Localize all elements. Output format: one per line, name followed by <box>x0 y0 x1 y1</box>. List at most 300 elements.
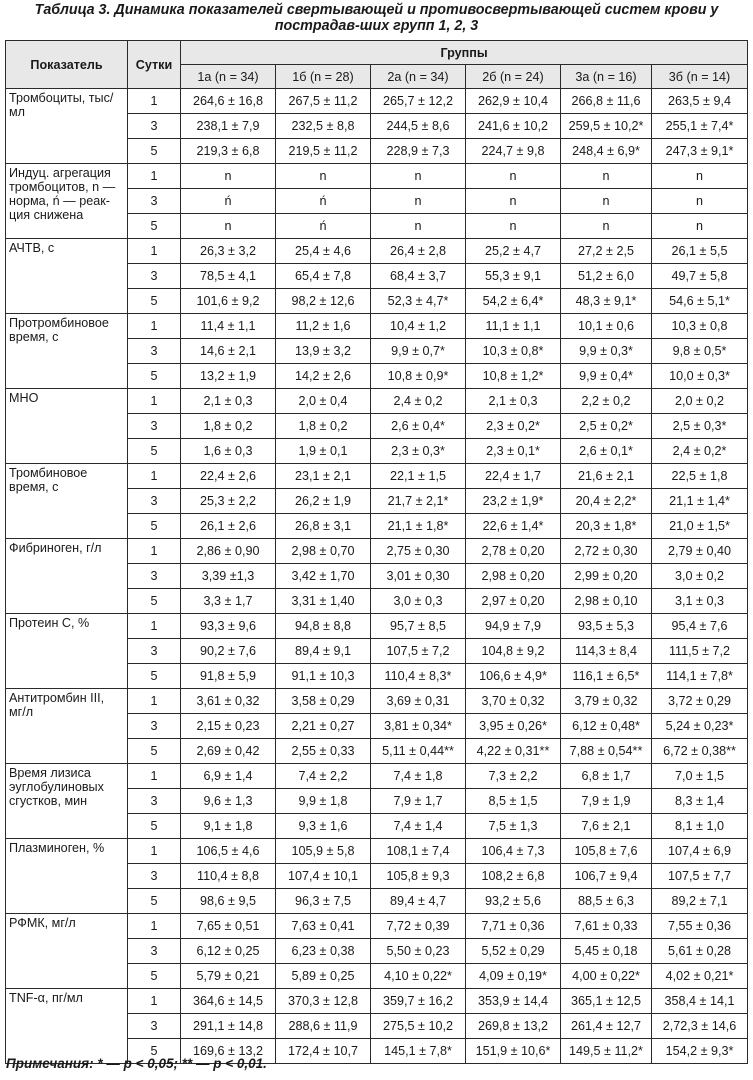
value-cell: 25,3 ± 2,2 <box>181 489 276 514</box>
value-cell: 9,9 ± 0,7* <box>371 339 466 364</box>
header-group-col: 2а (n = 34) <box>371 65 466 89</box>
value-cell: 9,9 ± 1,8 <box>276 789 371 814</box>
value-cell: 10,0 ± 0,3* <box>652 364 748 389</box>
parameter-name: Время лизиса эуглобулиновых сгустков, мин <box>6 764 128 839</box>
value-cell: 3,31 ± 1,40 <box>276 589 371 614</box>
day-cell: 5 <box>128 1039 181 1064</box>
parameter-name: РФМК, мг/л <box>6 914 128 989</box>
value-cell: 8,3 ± 1,4 <box>652 789 748 814</box>
value-cell: 9,8 ± 0,5* <box>652 339 748 364</box>
day-cell: 3 <box>128 264 181 289</box>
value-cell: 248,4 ± 6,9* <box>561 139 652 164</box>
value-cell: n <box>561 214 652 239</box>
value-cell: 94,9 ± 7,9 <box>466 614 561 639</box>
day-cell: 3 <box>128 639 181 664</box>
value-cell: 6,23 ± 0,38 <box>276 939 371 964</box>
parameter-name: АЧТВ, с <box>6 239 128 314</box>
value-cell: 10,3 ± 0,8* <box>466 339 561 364</box>
value-cell: 7,4 ± 2,2 <box>276 764 371 789</box>
value-cell: 3,61 ± 0,32 <box>181 689 276 714</box>
value-cell: n <box>466 164 561 189</box>
value-cell: 13,9 ± 3,2 <box>276 339 371 364</box>
day-cell: 3 <box>128 489 181 514</box>
value-cell: 26,1 ± 2,6 <box>181 514 276 539</box>
value-cell: 94,8 ± 8,8 <box>276 614 371 639</box>
value-cell: 359,7 ± 16,2 <box>371 989 466 1014</box>
day-cell: 5 <box>128 364 181 389</box>
day-cell: 5 <box>128 589 181 614</box>
header-group-col: 3а (n = 16) <box>561 65 652 89</box>
value-cell: 151,9 ± 10,6* <box>466 1039 561 1064</box>
value-cell: 110,4 ± 8,8 <box>181 864 276 889</box>
value-cell: 26,2 ± 1,9 <box>276 489 371 514</box>
value-cell: 95,7 ± 8,5 <box>371 614 466 639</box>
header-param: Показатель <box>6 41 128 89</box>
day-cell: 1 <box>128 164 181 189</box>
table-row <box>6 539 748 564</box>
day-cell: 1 <box>128 239 181 264</box>
value-cell: 11,2 ± 1,6 <box>276 314 371 339</box>
value-cell: 49,7 ± 5,8 <box>652 264 748 289</box>
value-cell: n <box>652 164 748 189</box>
value-cell: 21,7 ± 2,1* <box>371 489 466 514</box>
value-cell: 5,61 ± 0,28 <box>652 939 748 964</box>
value-cell: 114,3 ± 8,4 <box>561 639 652 664</box>
table-row <box>6 614 748 639</box>
value-cell: 2,97 ± 0,20 <box>466 589 561 614</box>
day-cell: 3 <box>128 189 181 214</box>
value-cell: 3,0 ± 0,3 <box>371 589 466 614</box>
value-cell: 2,75 ± 0,30 <box>371 539 466 564</box>
day-cell: 5 <box>128 214 181 239</box>
value-cell: 54,6 ± 5,1* <box>652 289 748 314</box>
value-cell: 2,15 ± 0,23 <box>181 714 276 739</box>
value-cell: 1,8 ± 0,2 <box>181 414 276 439</box>
value-cell: 3,69 ± 0,31 <box>371 689 466 714</box>
parameter-name: TNF-α, пг/мл <box>6 989 128 1064</box>
value-cell: 3,42 ± 1,70 <box>276 564 371 589</box>
value-cell: 22,6 ± 1,4* <box>466 514 561 539</box>
header-group-col: 2б (n = 24) <box>466 65 561 89</box>
table-row <box>6 164 748 189</box>
value-cell: 7,3 ± 2,2 <box>466 764 561 789</box>
value-cell: 3,1 ± 0,3 <box>652 589 748 614</box>
value-cell: 291,1 ± 14,8 <box>181 1014 276 1039</box>
day-cell: 3 <box>128 714 181 739</box>
value-cell: 3,72 ± 0,29 <box>652 689 748 714</box>
value-cell: 266,8 ± 11,6 <box>561 89 652 114</box>
value-cell: 247,3 ± 9,1* <box>652 139 748 164</box>
value-cell: 108,1 ± 7,4 <box>371 839 466 864</box>
table-row <box>6 464 748 489</box>
day-cell: 5 <box>128 514 181 539</box>
day-cell: 3 <box>128 1014 181 1039</box>
value-cell: 2,4 ± 0,2 <box>371 389 466 414</box>
value-cell: 89,2 ± 7,1 <box>652 889 748 914</box>
day-cell: 1 <box>128 314 181 339</box>
value-cell: 7,72 ± 0,39 <box>371 914 466 939</box>
table-caption: Таблица 3. Динамика показателей свертывающей и противосвертывающей систем крови у пострадав-ших групп 1, 2, 3 <box>34 2 719 34</box>
value-cell: n <box>371 189 466 214</box>
value-cell: 238,1 ± 7,9 <box>181 114 276 139</box>
value-cell: 261,4 ± 12,7 <box>561 1014 652 1039</box>
value-cell: 68,4 ± 3,7 <box>371 264 466 289</box>
value-cell: 26,4 ± 2,8 <box>371 239 466 264</box>
value-cell: 2,4 ± 0,2* <box>652 439 748 464</box>
value-cell: 2,0 ± 0,4 <box>276 389 371 414</box>
value-cell: 114,1 ± 7,8* <box>652 664 748 689</box>
day-cell: 5 <box>128 289 181 314</box>
day-cell: 1 <box>128 539 181 564</box>
header-group-col: 3б (n = 14) <box>652 65 748 89</box>
value-cell: 23,2 ± 1,9* <box>466 489 561 514</box>
value-cell: 5,89 ± 0,25 <box>276 964 371 989</box>
value-cell: 20,3 ± 1,8* <box>561 514 652 539</box>
table-row <box>6 839 748 864</box>
value-cell: 7,6 ± 2,1 <box>561 814 652 839</box>
day-cell: 3 <box>128 339 181 364</box>
value-cell: 21,0 ± 1,5* <box>652 514 748 539</box>
value-cell: 2,99 ± 0,20 <box>561 564 652 589</box>
table-row <box>6 914 748 939</box>
value-cell: 9,9 ± 0,3* <box>561 339 652 364</box>
value-cell: 264,6 ± 16,8 <box>181 89 276 114</box>
value-cell: 262,9 ± 10,4 <box>466 89 561 114</box>
value-cell: 2,6 ± 0,4* <box>371 414 466 439</box>
value-cell: n <box>561 189 652 214</box>
value-cell: 2,1 ± 0,3 <box>181 389 276 414</box>
value-cell: 104,8 ± 9,2 <box>466 639 561 664</box>
value-cell: 51,2 ± 6,0 <box>561 264 652 289</box>
value-cell: 4,02 ± 0,21* <box>652 964 748 989</box>
value-cell: 8,1 ± 1,0 <box>652 814 748 839</box>
day-cell: 3 <box>128 414 181 439</box>
value-cell: 145,1 ± 7,8* <box>371 1039 466 1064</box>
value-cell: 2,6 ± 0,1* <box>561 439 652 464</box>
value-cell: 105,9 ± 5,8 <box>276 839 371 864</box>
header-group-col: 1б (n = 28) <box>276 65 371 89</box>
value-cell: 106,7 ± 9,4 <box>561 864 652 889</box>
value-cell: 7,5 ± 1,3 <box>466 814 561 839</box>
value-cell: 9,3 ± 1,6 <box>276 814 371 839</box>
value-cell: 9,1 ± 1,8 <box>181 814 276 839</box>
value-cell: 364,6 ± 14,5 <box>181 989 276 1014</box>
value-cell: 2,55 ± 0,33 <box>276 739 371 764</box>
value-cell: 22,4 ± 1,7 <box>466 464 561 489</box>
table-row <box>6 314 748 339</box>
value-cell: 6,9 ± 1,4 <box>181 764 276 789</box>
value-cell: 219,3 ± 6,8 <box>181 139 276 164</box>
value-cell: 93,3 ± 9,6 <box>181 614 276 639</box>
value-cell: 5,50 ± 0,23 <box>371 939 466 964</box>
day-cell: 1 <box>128 614 181 639</box>
day-cell: 5 <box>128 139 181 164</box>
value-cell: 52,3 ± 4,7* <box>371 289 466 314</box>
value-cell: 25,2 ± 4,7 <box>466 239 561 264</box>
value-cell: 26,3 ± 3,2 <box>181 239 276 264</box>
value-cell: 106,6 ± 4,9* <box>466 664 561 689</box>
value-cell: 7,65 ± 0,51 <box>181 914 276 939</box>
header-group-col: 1а (n = 34) <box>181 65 276 89</box>
value-cell: ń <box>181 189 276 214</box>
value-cell: 22,1 ± 1,5 <box>371 464 466 489</box>
value-cell: 7,9 ± 1,9 <box>561 789 652 814</box>
value-cell: 5,45 ± 0,18 <box>561 939 652 964</box>
value-cell: 10,3 ± 0,8 <box>652 314 748 339</box>
day-cell: 1 <box>128 914 181 939</box>
day-cell: 5 <box>128 889 181 914</box>
value-cell: 107,5 ± 7,2 <box>371 639 466 664</box>
value-cell: 93,5 ± 5,3 <box>561 614 652 639</box>
value-cell: 7,61 ± 0,33 <box>561 914 652 939</box>
value-cell: 2,1 ± 0,3 <box>466 389 561 414</box>
value-cell: ń <box>276 214 371 239</box>
value-cell: 22,5 ± 1,8 <box>652 464 748 489</box>
value-cell: 107,5 ± 7,7 <box>652 864 748 889</box>
value-cell: 4,10 ± 0,22* <box>371 964 466 989</box>
value-cell: 365,1 ± 12,5 <box>561 989 652 1014</box>
value-cell: 7,55 ± 0,36 <box>652 914 748 939</box>
value-cell: 2,78 ± 0,20 <box>466 539 561 564</box>
parameter-name: Фибриноген, г/л <box>6 539 128 614</box>
value-cell: 116,1 ± 6,5* <box>561 664 652 689</box>
table-row <box>6 689 748 714</box>
parameter-name: Плазминоген, % <box>6 839 128 914</box>
value-cell: 2,86 ± 0,90 <box>181 539 276 564</box>
value-cell: 2,98 ± 0,10 <box>561 589 652 614</box>
value-cell: 2,3 ± 0,2* <box>466 414 561 439</box>
value-cell: 353,9 ± 14,4 <box>466 989 561 1014</box>
value-cell: 2,79 ± 0,40 <box>652 539 748 564</box>
value-cell: 288,6 ± 11,9 <box>276 1014 371 1039</box>
value-cell: 20,4 ± 2,2* <box>561 489 652 514</box>
day-cell: 5 <box>128 964 181 989</box>
value-cell: n <box>371 214 466 239</box>
value-cell: 267,5 ± 11,2 <box>276 89 371 114</box>
day-cell: 5 <box>128 664 181 689</box>
value-cell: 2,3 ± 0,3* <box>371 439 466 464</box>
value-cell: n <box>561 164 652 189</box>
value-cell: 107,4 ± 10,1 <box>276 864 371 889</box>
value-cell: n <box>652 189 748 214</box>
value-cell: n <box>181 214 276 239</box>
value-cell: 93,2 ± 5,6 <box>466 889 561 914</box>
parameter-name: Тромбиновое время, с <box>6 464 128 539</box>
value-cell: 3,79 ± 0,32 <box>561 689 652 714</box>
value-cell: 96,3 ± 7,5 <box>276 889 371 914</box>
value-cell: 106,5 ± 4,6 <box>181 839 276 864</box>
table-row <box>6 239 748 264</box>
table-row <box>6 389 748 414</box>
value-cell: 88,5 ± 6,3 <box>561 889 652 914</box>
value-cell: 3,39 ±1,3 <box>181 564 276 589</box>
value-cell: 241,6 ± 10,2 <box>466 114 561 139</box>
value-cell: 7,88 ± 0,54** <box>561 739 652 764</box>
value-cell: 89,4 ± 4,7 <box>371 889 466 914</box>
value-cell: 101,6 ± 9,2 <box>181 289 276 314</box>
value-cell: 224,7 ± 9,8 <box>466 139 561 164</box>
value-cell: 23,1 ± 2,1 <box>276 464 371 489</box>
value-cell: 169,6 ± 13,2 <box>181 1039 276 1064</box>
value-cell: 232,5 ± 8,8 <box>276 114 371 139</box>
value-cell: 26,8 ± 3,1 <box>276 514 371 539</box>
value-cell: 7,9 ± 1,7 <box>371 789 466 814</box>
value-cell: 7,4 ± 1,4 <box>371 814 466 839</box>
day-cell: 1 <box>128 89 181 114</box>
day-cell: 1 <box>128 764 181 789</box>
value-cell: 106,4 ± 7,3 <box>466 839 561 864</box>
value-cell: 2,72,3 ± 14,6 <box>652 1014 748 1039</box>
value-cell: n <box>466 189 561 214</box>
value-cell: 3,70 ± 0,32 <box>466 689 561 714</box>
value-cell: 358,4 ± 14,1 <box>652 989 748 1014</box>
value-cell: 5,11 ± 0,44** <box>371 739 466 764</box>
value-cell: 65,4 ± 7,8 <box>276 264 371 289</box>
value-cell: 3,3 ± 1,7 <box>181 589 276 614</box>
value-cell: 370,3 ± 12,8 <box>276 989 371 1014</box>
value-cell: 228,9 ± 7,3 <box>371 139 466 164</box>
value-cell: 275,5 ± 10,2 <box>371 1014 466 1039</box>
value-cell: 2,98 ± 0,20 <box>466 564 561 589</box>
table-row <box>6 989 748 1014</box>
table-row <box>6 89 748 114</box>
value-cell: 3,58 ± 0,29 <box>276 689 371 714</box>
value-cell: 154,2 ± 9,3* <box>652 1039 748 1064</box>
value-cell: 8,5 ± 1,5 <box>466 789 561 814</box>
value-cell: 6,8 ± 1,7 <box>561 764 652 789</box>
value-cell: 5,52 ± 0,29 <box>466 939 561 964</box>
value-cell: 2,21 ± 0,27 <box>276 714 371 739</box>
value-cell: 10,4 ± 1,2 <box>371 314 466 339</box>
value-cell: 5,24 ± 0,23* <box>652 714 748 739</box>
value-cell: 11,1 ± 1,1 <box>466 314 561 339</box>
value-cell: 1,8 ± 0,2 <box>276 414 371 439</box>
value-cell: 10,8 ± 0,9* <box>371 364 466 389</box>
value-cell: 111,5 ± 7,2 <box>652 639 748 664</box>
value-cell: n <box>466 214 561 239</box>
value-cell: 7,71 ± 0,36 <box>466 914 561 939</box>
value-cell: 2,72 ± 0,30 <box>561 539 652 564</box>
value-cell: 263,5 ± 9,4 <box>652 89 748 114</box>
value-cell: 2,98 ± 0,70 <box>276 539 371 564</box>
day-cell: 5 <box>128 814 181 839</box>
value-cell: 98,6 ± 9,5 <box>181 889 276 914</box>
header-day: Сутки <box>128 41 181 89</box>
value-cell: 259,5 ± 10,2* <box>561 114 652 139</box>
day-cell: 5 <box>128 439 181 464</box>
day-cell: 1 <box>128 689 181 714</box>
value-cell: 7,4 ± 1,8 <box>371 764 466 789</box>
value-cell: 89,4 ± 9,1 <box>276 639 371 664</box>
value-cell: 3,95 ± 0,26* <box>466 714 561 739</box>
value-cell: 108,2 ± 6,8 <box>466 864 561 889</box>
day-cell: 3 <box>128 789 181 814</box>
day-cell: 1 <box>128 989 181 1014</box>
value-cell: 11,4 ± 1,1 <box>181 314 276 339</box>
value-cell: 22,4 ± 2,6 <box>181 464 276 489</box>
day-cell: 3 <box>128 939 181 964</box>
value-cell: 21,1 ± 1,4* <box>652 489 748 514</box>
value-cell: 3,81 ± 0,34* <box>371 714 466 739</box>
value-cell: 90,2 ± 7,6 <box>181 639 276 664</box>
table-note: Примечания: * — p < 0,05; ** — p < 0,01. <box>6 1056 267 1071</box>
value-cell: 98,2 ± 12,6 <box>276 289 371 314</box>
value-cell: 21,6 ± 2,1 <box>561 464 652 489</box>
value-cell: 7,63 ± 0,41 <box>276 914 371 939</box>
value-cell: 3,0 ± 0,2 <box>652 564 748 589</box>
value-cell: 10,1 ± 0,6 <box>561 314 652 339</box>
value-cell: 7,0 ± 1,5 <box>652 764 748 789</box>
value-cell: n <box>181 164 276 189</box>
value-cell: 265,7 ± 12,2 <box>371 89 466 114</box>
value-cell: 91,1 ± 10,3 <box>276 664 371 689</box>
value-cell: 105,8 ± 9,3 <box>371 864 466 889</box>
value-cell: 149,5 ± 11,2* <box>561 1039 652 1064</box>
parameter-name: МНО <box>6 389 128 464</box>
value-cell: 10,8 ± 1,2* <box>466 364 561 389</box>
day-cell: 3 <box>128 564 181 589</box>
value-cell: 2,5 ± 0,2* <box>561 414 652 439</box>
value-cell: 4,00 ± 0,22* <box>561 964 652 989</box>
value-cell: 13,2 ± 1,9 <box>181 364 276 389</box>
value-cell: 1,6 ± 0,3 <box>181 439 276 464</box>
day-cell: 3 <box>128 864 181 889</box>
value-cell: 54,2 ± 6,4* <box>466 289 561 314</box>
value-cell: 1,9 ± 0,1 <box>276 439 371 464</box>
value-cell: 9,6 ± 1,3 <box>181 789 276 814</box>
value-cell: 2,3 ± 0,1* <box>466 439 561 464</box>
value-cell: 4,22 ± 0,31** <box>466 739 561 764</box>
parameter-name: Протеин С, % <box>6 614 128 689</box>
value-cell: 14,2 ± 2,6 <box>276 364 371 389</box>
value-cell: 5,79 ± 0,21 <box>181 964 276 989</box>
value-cell: 107,4 ± 6,9 <box>652 839 748 864</box>
value-cell: 6,72 ± 0,38** <box>652 739 748 764</box>
value-cell: 27,2 ± 2,5 <box>561 239 652 264</box>
value-cell: 55,3 ± 9,1 <box>466 264 561 289</box>
value-cell: 4,09 ± 0,19* <box>466 964 561 989</box>
value-cell: 110,4 ± 8,3* <box>371 664 466 689</box>
value-cell: 2,69 ± 0,42 <box>181 739 276 764</box>
value-cell: 244,5 ± 8,6 <box>371 114 466 139</box>
data-table <box>5 40 748 1064</box>
header-groups: Группы <box>181 41 748 65</box>
table-head <box>6 41 748 89</box>
day-cell: 1 <box>128 839 181 864</box>
value-cell: 48,3 ± 9,1* <box>561 289 652 314</box>
value-cell: ń <box>276 189 371 214</box>
value-cell: 91,8 ± 5,9 <box>181 664 276 689</box>
value-cell: 2,2 ± 0,2 <box>561 389 652 414</box>
value-cell: n <box>371 164 466 189</box>
day-cell: 1 <box>128 389 181 414</box>
parameter-name: Тромбоциты, тыс/мл <box>6 89 128 164</box>
value-cell: n <box>652 214 748 239</box>
value-cell: 255,1 ± 7,4* <box>652 114 748 139</box>
parameter-name: Антитромбин III, мг/л <box>6 689 128 764</box>
day-cell: 3 <box>128 114 181 139</box>
value-cell: 26,1 ± 5,5 <box>652 239 748 264</box>
value-cell: 25,4 ± 4,6 <box>276 239 371 264</box>
table-body <box>6 89 748 1064</box>
value-cell: 269,8 ± 13,2 <box>466 1014 561 1039</box>
value-cell: 3,01 ± 0,30 <box>371 564 466 589</box>
value-cell: 219,5 ± 11,2 <box>276 139 371 164</box>
value-cell: 78,5 ± 4,1 <box>181 264 276 289</box>
value-cell: 95,4 ± 7,6 <box>652 614 748 639</box>
value-cell: 2,0 ± 0,2 <box>652 389 748 414</box>
value-cell: 21,1 ± 1,8* <box>371 514 466 539</box>
